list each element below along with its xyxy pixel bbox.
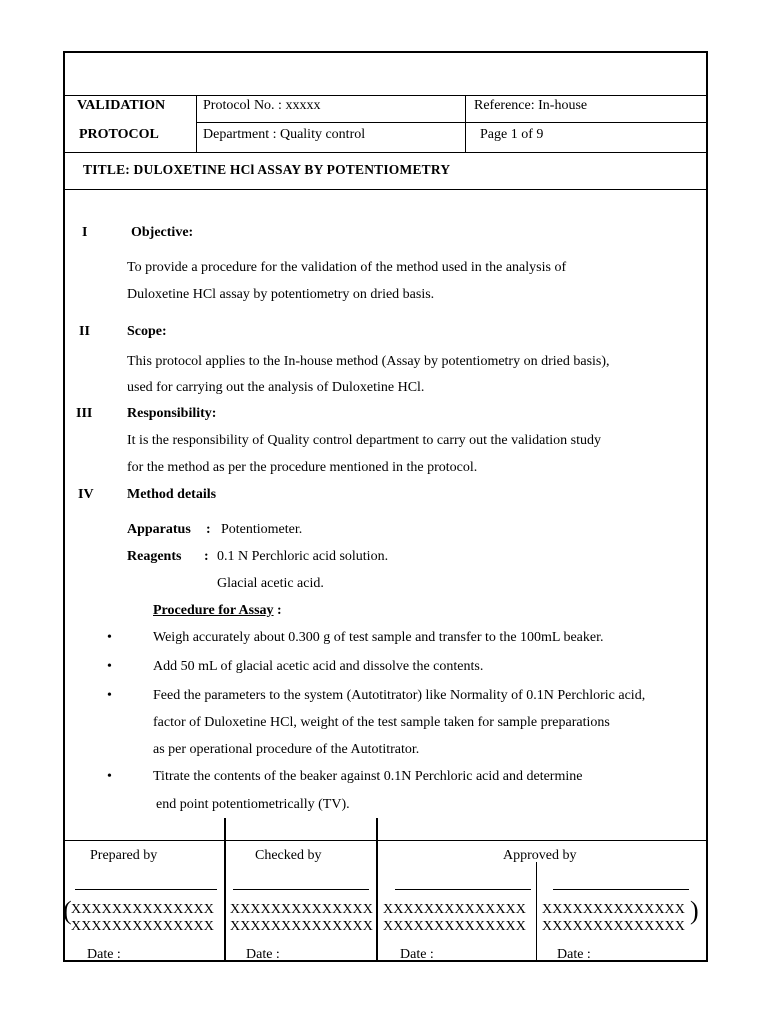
reference: Reference: In-house <box>474 98 588 113</box>
responsibility-line-1: It is the responsibility of Quality control department to carry out the validation study <box>127 433 601 448</box>
section-heading-objective: Objective: <box>131 225 194 240</box>
reagents-colon: : <box>204 549 209 564</box>
bullet-1: • <box>107 630 112 645</box>
checked-redacted-2: XXXXXXXXXXXXXX <box>230 919 373 934</box>
redaction-right-paren: ) <box>690 896 699 925</box>
approved-redacted-2b: XXXXXXXXXXXXXX <box>542 919 685 934</box>
prepared-signature-line <box>75 889 217 890</box>
apparatus-label: Apparatus <box>127 522 191 537</box>
approved-date-line-1 <box>441 960 516 961</box>
protocol-number: Protocol No. : xxxxx <box>203 98 321 113</box>
checked-redacted-1: XXXXXXXXXXXXXX <box>230 902 373 917</box>
prepared-by-label: Prepared by <box>90 848 158 863</box>
procedure-heading-colon: : <box>273 603 282 618</box>
header-col-divider-2 <box>465 95 466 152</box>
section-number-3: III <box>76 406 93 421</box>
scope-line-1: This protocol applies to the In-house method (Assay by potentiometry on dried basis), <box>127 354 610 369</box>
reagent-1: 0.1 N Perchloric acid solution. <box>217 549 389 564</box>
section-heading-scope: Scope: <box>127 324 167 339</box>
approved-redacted-1a: XXXXXXXXXXXXXX <box>383 902 526 917</box>
responsibility-line-2: for the method as per the procedure mentioned in the protocol. <box>127 460 478 475</box>
header-top-divider <box>65 95 708 96</box>
document-title: TITLE: DULOXETINE HCl ASSAY BY POTENTIOMETRY <box>83 162 451 177</box>
header-mid-divider <box>196 122 708 123</box>
approved-redacted-1b: XXXXXXXXXXXXXX <box>542 902 685 917</box>
checked-by-label: Checked by <box>255 848 322 863</box>
procedure-heading <box>153 603 282 619</box>
signature-col-divider-2 <box>376 818 378 962</box>
approved-by-label: Approved by <box>503 848 577 863</box>
section-heading-method: Method details <box>127 487 217 502</box>
prepared-date-line <box>128 960 202 961</box>
approved-signature-line-1 <box>395 889 531 890</box>
approved-signature-line-2 <box>553 889 689 890</box>
bullet-3: • <box>107 688 112 703</box>
objective-line-2: Duloxetine HCl assay by potentiometry on dried basis. <box>127 287 435 302</box>
header-title-line2: PROTOCOL <box>79 127 159 142</box>
objective-line-1: To provide a procedure for the validation of the method used in the analysis of <box>127 260 567 275</box>
procedure-step-4-line-1: Titrate the contents of the beaker against 0.1N Perchloric acid and determine <box>153 769 583 784</box>
procedure-step-3-line-3: as per operational procedure of the Autotitrator. <box>153 742 420 757</box>
reagent-2: Glacial acetic acid. <box>217 576 324 591</box>
procedure-heading-text: Procedure for Assay <box>153 603 274 618</box>
page-frame <box>63 51 708 962</box>
page-number: Page 1 of 9 <box>480 127 544 142</box>
prepared-date-label: Date : <box>87 947 121 962</box>
section-number-2: II <box>79 324 90 339</box>
signature-top-divider <box>65 840 708 841</box>
section-heading-responsibility: Responsibility: <box>127 406 217 421</box>
procedure-step-4-line-2: end point potentiometrically (TV). <box>156 797 350 812</box>
prepared-redacted-2: XXXXXXXXXXXXXX <box>71 919 214 934</box>
apparatus-value: Potentiometer. <box>221 522 303 537</box>
apparatus-colon: : <box>206 522 211 537</box>
section-number-4: IV <box>78 487 94 502</box>
header-col-divider-1 <box>196 95 197 152</box>
signature-col-divider-3 <box>536 862 537 962</box>
header-bottom-divider <box>65 152 708 153</box>
approved-redacted-2a: XXXXXXXXXXXXXX <box>383 919 526 934</box>
prepared-redacted-1: XXXXXXXXXXXXXX <box>71 902 214 917</box>
checked-signature-line <box>233 889 369 890</box>
scope-line-2: used for carrying out the analysis of Duloxetine HCl. <box>127 380 425 395</box>
header-title-line1: VALIDATION <box>77 98 166 113</box>
signature-col-divider-1 <box>224 818 226 962</box>
bullet-4: • <box>107 769 112 784</box>
checked-date-label: Date : <box>246 947 280 962</box>
procedure-step-3-line-2: factor of Duloxetine HCl, weight of the test sample taken for sample preparations <box>153 715 610 730</box>
approved-date-line-2 <box>598 960 673 961</box>
procedure-step-3-line-1: Feed the parameters to the system (Autotitrator) like Normality of 0.1N Perchloric acid, <box>153 688 646 703</box>
procedure-step-1: Weigh accurately about 0.300 g of test sample and transfer to the 100mL beaker. <box>153 630 604 645</box>
department: Department : Quality control <box>203 127 366 142</box>
approved-date-label-2: Date : <box>557 947 591 962</box>
checked-date-line <box>287 960 362 961</box>
procedure-step-2: Add 50 mL of glacial acetic acid and dissolve the contents. <box>153 659 484 674</box>
bullet-2: • <box>107 659 112 674</box>
redaction-left-paren: ( <box>63 896 72 925</box>
title-bottom-divider <box>65 189 708 190</box>
approved-date-label-1: Date : <box>400 947 434 962</box>
reagents-label: Reagents <box>127 549 182 564</box>
section-number-1: I <box>82 225 88 240</box>
